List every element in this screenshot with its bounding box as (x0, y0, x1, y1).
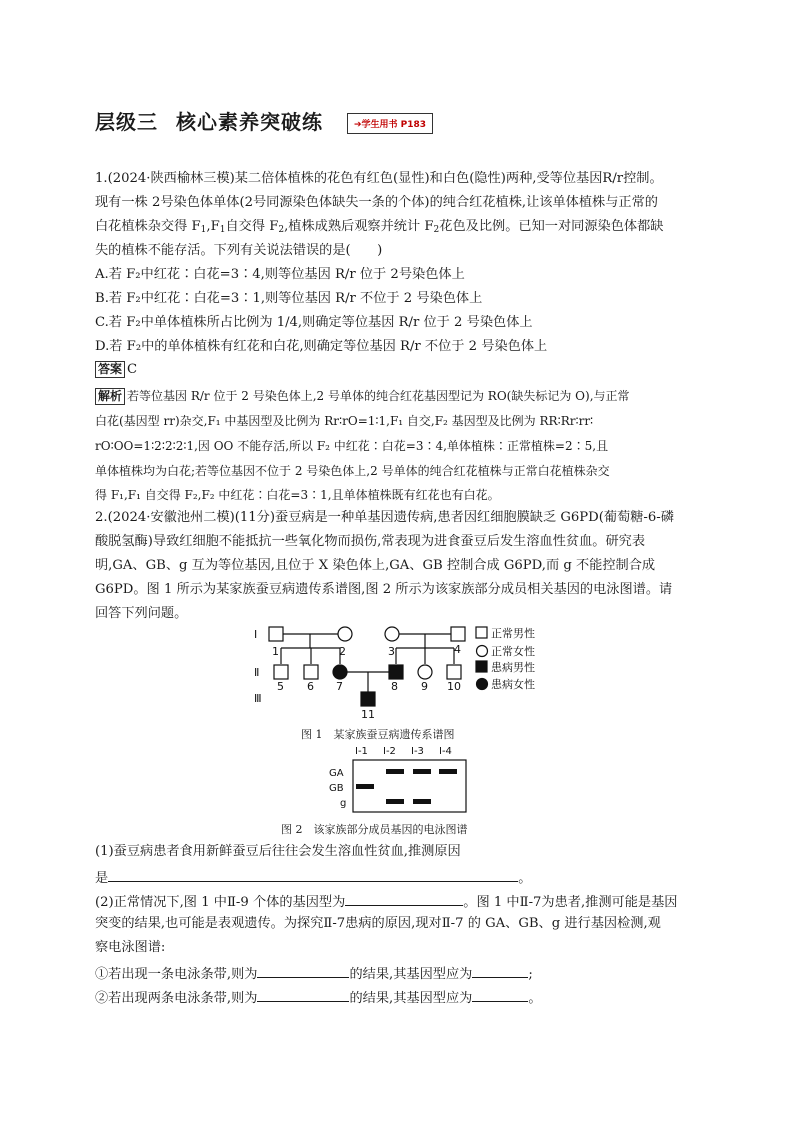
q1-answer (95, 361, 137, 379)
id-3: 3 (388, 645, 395, 658)
q1-line3: 白花植株杂交得 $F_1,F_1$自交得 $F_2$,植株成熟后观察并统计 $F_2$花色及比例。已知一对同源染色体都缺 (95, 219, 664, 235)
pedigree-II-5 (274, 665, 288, 679)
student-book-badge[interactable]: ➔学生用书 P183 (347, 113, 433, 134)
band-I1-GB (356, 784, 374, 789)
q2-line2: 酸脱氢酶)导致红细胞不能抵抗一些氧化物而损伤,常表现为进食蚕豆后发生溶血性贫血。研究表 (95, 534, 646, 549)
q1-line2: 现有一株 2号染色体单体(2号同源染色体缺失一条的个体)的纯合红花植株,让该单体植株与正常的 (95, 195, 658, 210)
answer-blank-6[interactable] (472, 987, 528, 1002)
q2-part1-line1: (1)蚕豆病患者食用新鲜蚕豆后往往会发生溶血性贫血,推测原因 (95, 844, 461, 859)
answer-blank-1[interactable] (108, 867, 518, 882)
q2-part2-line1: (2)正常情况下,图 1 中Ⅱ-9 个体的基因型为 。图 1 中Ⅱ-7为患者,推测可能是基因 (95, 891, 678, 912)
pedigree-I-3 (385, 627, 399, 641)
pedigree-II-6 (304, 665, 318, 679)
pedigree-III-11 (361, 692, 375, 706)
id-10: 10 (447, 680, 461, 693)
pedigree-I-4 (451, 627, 465, 641)
answer-blank-4[interactable] (472, 963, 528, 978)
answer-blank-3[interactable] (257, 963, 349, 978)
answer-blank-5[interactable] (257, 987, 349, 1002)
analysis-tag: 解析 (95, 388, 125, 405)
lane-label-I-3: Ⅰ-3 (411, 746, 424, 757)
title-level: 层级三 (95, 110, 158, 134)
pedigree-chart (250, 622, 550, 722)
q2-part1-line2: 是 。 (95, 867, 531, 888)
pedigree-I-2 (338, 627, 352, 641)
lane-label-I-2: Ⅰ-2 (383, 746, 396, 757)
q1-option-c: C.若 F₂中单体植株所占比例为 1/4,则确定等位基因 R/r 位于 2 号染色体上 (95, 315, 533, 330)
lane-label-I-4: Ⅰ-4 (439, 746, 452, 757)
pedigree-I-1 (269, 627, 283, 641)
row-label-GB: GB (329, 783, 344, 794)
legend-affected-female-icon (477, 679, 488, 690)
q2-item2: ②若出现两条电泳条带,则为 的结果,其基因型应为 。 (95, 987, 542, 1008)
gen-label-III: Ⅲ (254, 692, 262, 705)
pedigree-II-8 (389, 665, 403, 679)
lane-label-I-1: Ⅰ-1 (355, 746, 368, 757)
id-1: 1 (272, 645, 279, 658)
legend-normal-female: 正常女性 (491, 645, 535, 658)
figure2-caption: 图 2 该家族部分成员基因的电泳图谱 (281, 823, 468, 836)
legend-affected-female: 患病女性 (491, 678, 535, 691)
id-2: 2 (339, 645, 346, 658)
gel-electrophoresis-chart (325, 742, 475, 814)
legend-affected-male: 患病男性 (491, 661, 535, 674)
q1-option-d: D.若 F₂中的单体植株有红花和白花,则确定等位基因 R/r 不位于 2 号染色体上 (95, 339, 548, 354)
q2-line5: 回答下列问题。 (95, 606, 188, 621)
band-I2-g (386, 799, 404, 804)
gen-label-I: Ⅰ (254, 628, 258, 641)
id-11: 11 (361, 708, 375, 721)
gen-label-II: Ⅱ (254, 666, 260, 679)
q1-option-a: A.若 F₂中红花∶白花=3∶4,则等位基因 R/r 位于 2号染色体上 (95, 267, 465, 282)
legend-affected-male-icon (476, 661, 487, 672)
legend-normal-female-icon (477, 646, 488, 657)
q1-line4: 失的植株不能存活。下列有关说法错误的是( ) (95, 243, 383, 258)
band-I3-GA (413, 769, 431, 774)
answer-blank-2[interactable] (345, 891, 463, 906)
q2-part2-line3: 察电泳图谱: (95, 940, 166, 955)
q2-line4: G6PD。图 1 所示为某家族蚕豆病遗传系谱图,图 2 所示为该家族部分成员相关基因的电泳图谱。请 (95, 582, 673, 597)
q2-line3: 明,GA、GB、g 互为等位基因,且位于 X 染色体上,GA、GB 控制合成 G6PD,而 g 不能控制合成 (95, 558, 656, 573)
title-text: 核心素养突破练 (176, 110, 323, 134)
q1-line1: 1.(2024·陕西榆林三模)某二倍体植株的花色有红色(显性)和白色(隐性)两种,受等位基因R/r控制。 (95, 171, 663, 186)
pedigree-II-9 (418, 665, 432, 679)
id-9: 9 (421, 680, 428, 693)
pedigree-II-7 (333, 665, 347, 679)
id-8: 8 (391, 680, 398, 693)
id-4: 4 (454, 643, 461, 656)
pedigree-II-10 (447, 665, 461, 679)
band-I2-GA (386, 769, 404, 774)
q1-analysis-line2: 白花(基因型 rr)杂交,F₁ 中基因型及比例为 Rr∶rO=1∶1,F₁ 自交,F₂ 基因型及比例为 RR∶Rr∶rr∶ (95, 414, 594, 428)
page-title (95, 106, 323, 135)
row-label-g: g (340, 798, 347, 809)
q1-analysis-line1: 解析 若等位基因 R/r 位于 2 号染色体上,2 号单体的纯合红花基因型记为 RO(缺失标记为 O),与正常 (95, 387, 630, 405)
q1-analysis-line3: rO∶OO=1∶2∶2∶2∶1,因 OO 不能存活,所以 F₂ 中红花∶白花=3∶4,单体植株∶正常植株=2∶5,且 (95, 439, 609, 453)
q2-item1: ①若出现一条电泳条带,则为 的结果,其基因型应为 ; (95, 963, 533, 984)
answer-tag: 答案 (95, 361, 125, 378)
q1-analysis-line4: 单体植株均为白花;若等位基因不位于 2 号染色体上,2 号单体的纯合红花植株与正常白花植株杂交 (95, 464, 610, 478)
band-I3-g (413, 799, 431, 804)
q1-option-b: B.若 F₂中红花∶白花=3∶1,则等位基因 R/r 不位于 2 号染色体上 (95, 291, 483, 306)
id-5: 5 (277, 680, 284, 693)
q2-line1: 2.(2024·安徽池州二模)(11分)蚕豆病是一种单基因遗传病,患者因红细胞膜缺乏 G6PD(葡萄糖-6-磷 (95, 510, 674, 525)
answer-value: C (127, 362, 138, 377)
id-6: 6 (307, 680, 314, 693)
band-I4-GA (439, 769, 457, 774)
legend-normal-male: 正常男性 (491, 627, 535, 640)
figure1-caption: 图 1 某家族蚕豆病遗传系谱图 (301, 728, 455, 741)
id-7: 7 (336, 680, 343, 693)
legend-normal-male-icon (476, 627, 487, 638)
q2-part2-line2: 突变的结果,也可能是表观遗传。为探究Ⅱ-7患病的原因,现对Ⅱ-7 的 GA、GB、g 进行基因检测,观 (95, 916, 661, 931)
q1-analysis-line5: 得 F₁,F₁ 自交得 F₂,F₂ 中红花∶白花=3∶1,且单体植株既有红花也有白花。 (95, 488, 500, 502)
row-label-GA: GA (329, 768, 344, 779)
